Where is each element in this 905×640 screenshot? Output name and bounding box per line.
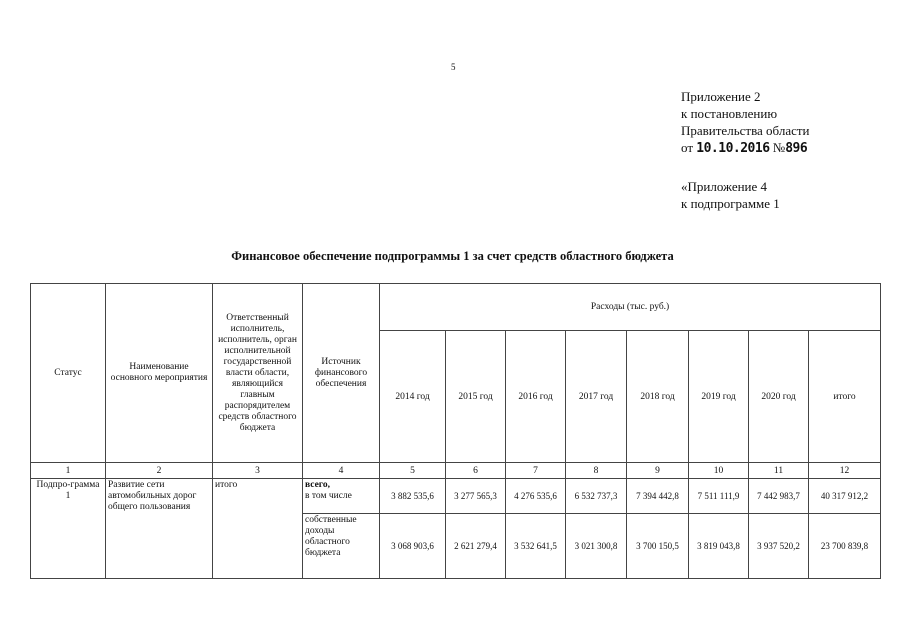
appendix-line-2: к постановлению — [681, 106, 778, 121]
row-executor: итого — [213, 479, 303, 579]
row-status: Подпро-грамма 1 — [31, 479, 106, 579]
value-cell: 3 532 641,5 — [506, 514, 566, 579]
value-cell: 2 621 279,4 — [446, 514, 506, 579]
value-cell: 6 532 737,3 — [566, 479, 627, 514]
source-total-bold: всего, — [305, 480, 330, 490]
value-cell-total: 23 700 839,8 — [809, 514, 881, 579]
header-year-2017: 2017 год — [566, 331, 627, 463]
value-cell: 7 442 983,7 — [749, 479, 809, 514]
sub-appendix-line-2: к подпрограмме 1 — [681, 196, 780, 211]
appendix-line-3: Правительства области — [681, 123, 810, 138]
source-total-rest: в том числе — [305, 491, 352, 501]
appendix-line-1: Приложение 2 — [681, 89, 761, 104]
value-cell: 4 276 535,6 — [506, 479, 566, 514]
column-number: 11 — [749, 463, 809, 479]
header-source: Источник финансового обеспечения — [303, 284, 380, 463]
date-prefix: от — [681, 140, 694, 155]
header-year-2019: 2019 год — [689, 331, 749, 463]
page-number: 5 — [451, 62, 456, 72]
column-number: 6 — [446, 463, 506, 479]
column-number: 9 — [627, 463, 689, 479]
header-row-1 — [31, 284, 881, 331]
column-number: 1 — [31, 463, 106, 479]
value-cell: 3 937 520,2 — [749, 514, 809, 579]
header-name: Наименование основного мероприятия — [106, 284, 213, 463]
header-status: Статус — [31, 284, 106, 463]
column-number: 10 — [689, 463, 749, 479]
value-cell: 3 700 150,5 — [627, 514, 689, 579]
header-executor: Ответственный исполнитель, исполнитель, орган исполнительной государственной власти области, являющийся главным распорядителем средств областного бюджета — [213, 284, 303, 463]
appendix-date-line — [681, 139, 810, 157]
sub-appendix — [681, 178, 780, 212]
sub-appendix-line-1: «Приложение 4 — [681, 179, 768, 194]
value-cell: 7 394 442,8 — [627, 479, 689, 514]
column-number: 7 — [506, 463, 566, 479]
value-cell: 3 277 565,3 — [446, 479, 506, 514]
header-year-2020: 2020 год — [749, 331, 809, 463]
header-year-2015: 2015 год — [446, 331, 506, 463]
column-number-row — [31, 463, 881, 479]
value-cell: 3 819 043,8 — [689, 514, 749, 579]
value-cell: 3 021 300,8 — [566, 514, 627, 579]
column-number: 8 — [566, 463, 627, 479]
header-total: итого — [809, 331, 881, 463]
source-own-revenue: собственные доходы областного бюджета — [303, 514, 380, 579]
value-cell-total: 40 317 912,2 — [809, 479, 881, 514]
value-cell: 3 882 535,6 — [380, 479, 446, 514]
number-sign: № — [772, 140, 786, 155]
header-year-2014: 2014 год — [380, 331, 446, 463]
column-number: 2 — [106, 463, 213, 479]
value-cell: 7 511 111,9 — [689, 479, 749, 514]
table-row-total — [31, 479, 881, 514]
resolution-number: 896 — [785, 141, 808, 156]
header-year-2016: 2016 год — [506, 331, 566, 463]
financing-table — [30, 283, 881, 579]
value-cell: 3 068 903,6 — [380, 514, 446, 579]
column-number: 12 — [809, 463, 881, 479]
column-number: 5 — [380, 463, 446, 479]
column-number: 4 — [303, 463, 380, 479]
source-total — [303, 479, 380, 514]
header-expenses: Расходы (тыс. руб.) — [380, 284, 881, 331]
header-year-2018: 2018 год — [627, 331, 689, 463]
column-number: 3 — [213, 463, 303, 479]
row-activity-name: Развитие сети автомобильных дорог общего пользования — [106, 479, 213, 579]
resolution-date: 10.10.2016 — [696, 141, 770, 156]
appendix-header — [681, 88, 810, 157]
document-title: Финансовое обеспечение подпрограммы 1 за счет средств областного бюджета — [231, 249, 674, 263]
